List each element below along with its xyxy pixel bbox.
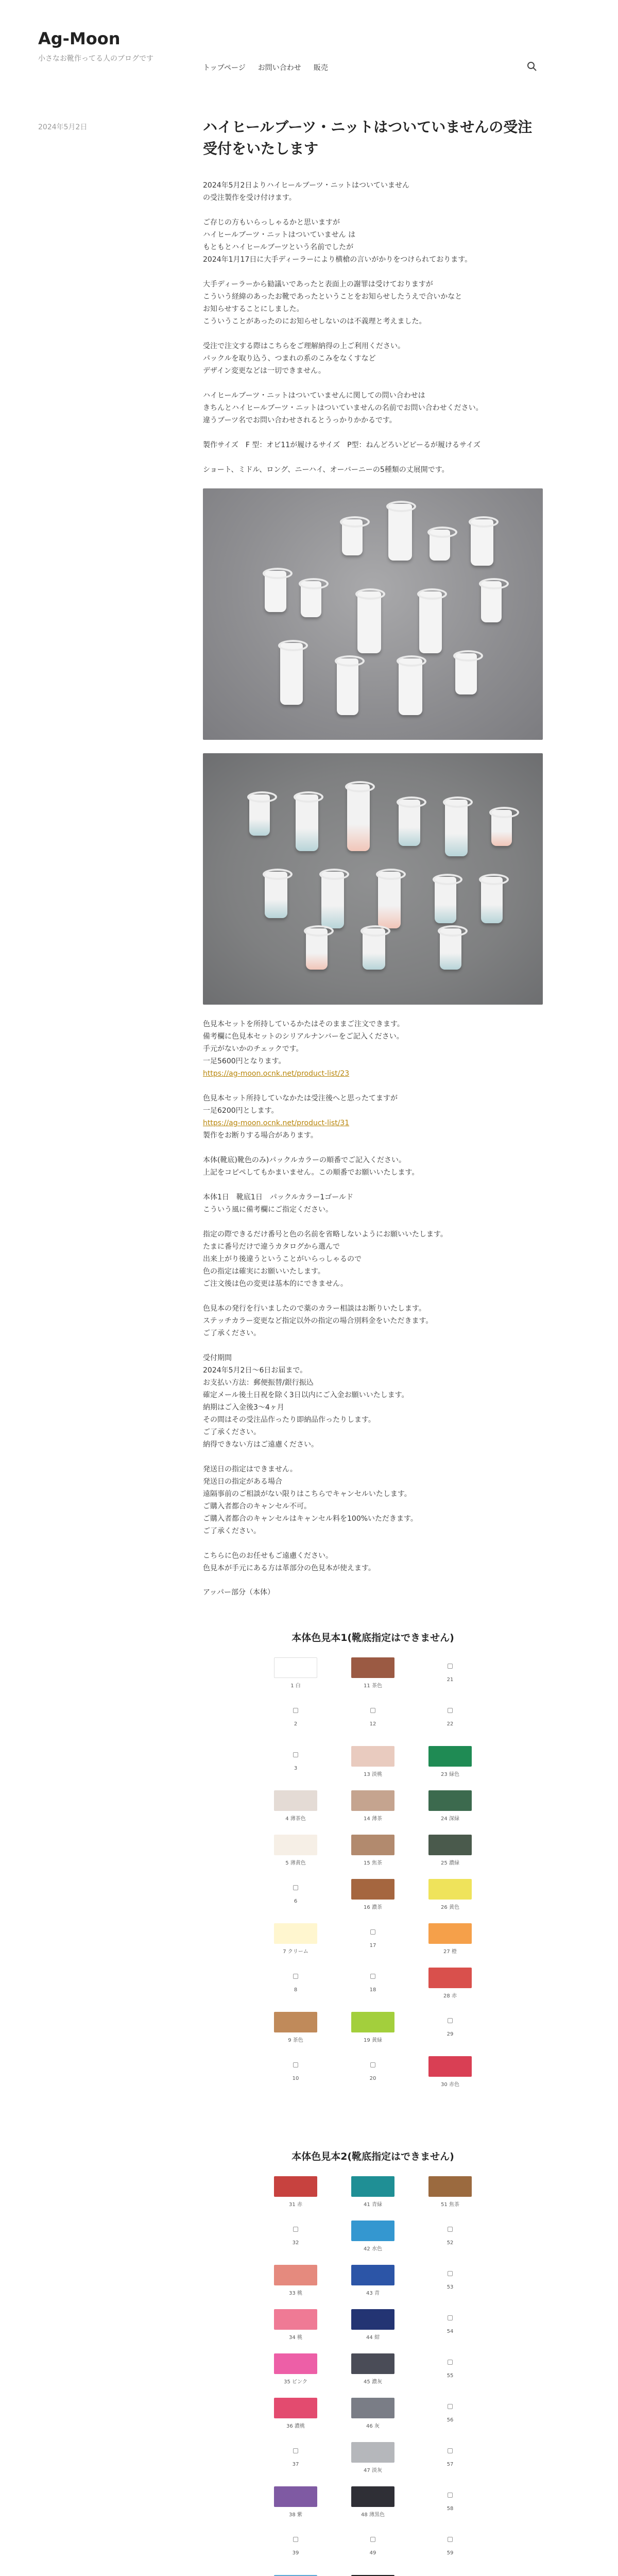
swatch-label: 31 赤: [289, 2202, 302, 2208]
swatch-item: [345, 1879, 401, 1918]
swatch-label: 51 焦茶: [441, 2202, 459, 2208]
boot-figure: [435, 877, 456, 923]
post-paragraph: 2024年5月2日よりハイヒールブーツ・ニットはついていません の受注製作を受け付けます。: [203, 181, 410, 202]
swatch-label: 10: [292, 2076, 299, 2081]
boot-figure: [363, 928, 385, 970]
boot-figure: [337, 658, 358, 715]
boot-figure: [265, 872, 287, 918]
color-swatch: [293, 2537, 298, 2542]
swatch-item: [267, 2531, 324, 2570]
swatch-label: 52: [447, 2240, 454, 2246]
color-swatch: [274, 2398, 317, 2418]
boot-figure: [265, 571, 286, 612]
boot-figure: [481, 877, 503, 923]
swatch-label: 14 薄茶: [364, 1816, 382, 1822]
color-swatch: [351, 2442, 394, 2463]
swatch-item: [422, 2486, 478, 2526]
swatch-label: 55: [447, 2373, 454, 2379]
swatch-item: [267, 2442, 324, 2481]
swatch-label: 49: [369, 2550, 376, 2556]
swatch-label: 34 桃: [289, 2335, 302, 2341]
swatch-item: [345, 2398, 401, 2437]
swatch-item: [267, 2012, 324, 2051]
boot-figure: [471, 519, 493, 566]
swatch-label: 13 淡桃: [364, 1772, 382, 1777]
color-swatch: [428, 1746, 472, 1767]
swatch-item: [422, 2176, 478, 2215]
color-swatch: [351, 2176, 394, 2197]
swatch-item: [345, 2221, 401, 2260]
swatch-label: 8: [294, 1987, 298, 1993]
swatch-item: [345, 1702, 401, 1741]
swatch-label: 56: [447, 2417, 454, 2423]
swatch-item: [345, 1746, 401, 1785]
color-swatch: [274, 2486, 317, 2507]
swatch-label: 47 淡灰: [364, 2468, 382, 2473]
post-paragraph: 色見本セットを所持しているかたはそのままご注文できます。 備考欄に色見本セットのシリアルナンバーをご記入ください。 手元がないかのチェックです。 一足5600円となります。: [203, 1020, 404, 1065]
swatch-label: 48 薄黒色: [361, 2512, 385, 2518]
search-icon: [527, 61, 537, 72]
swatch-item: [422, 1968, 478, 2007]
swatch-item: [267, 2265, 324, 2304]
post: [203, 116, 543, 2576]
swatch-label: 37: [292, 2462, 299, 2467]
swatch-item: [345, 2486, 401, 2526]
color-swatch: [293, 2227, 298, 2232]
swatch-label: 17: [369, 1943, 376, 1948]
swatch-label: 32: [292, 2240, 299, 2246]
swatch-item: [267, 1879, 324, 1918]
post-title: ハイヒールブーツ・ニットはついていませんの受注受付をいたします: [203, 118, 533, 157]
swatch-item: [345, 2012, 401, 2051]
color-swatch: [274, 2265, 317, 2285]
swatch-item: [267, 2309, 324, 2348]
swatch-label: 44 紺: [366, 2335, 380, 2341]
nav-item-top[interactable]: トップページ: [203, 64, 246, 72]
color-swatch: [448, 2448, 453, 2453]
color-swatch: [274, 2012, 317, 2032]
swatch-label: 28 赤: [443, 1993, 457, 1999]
swatch-item: [267, 1657, 324, 1697]
color-chart-1-grid: [203, 1657, 543, 2116]
color-swatch: [428, 2176, 472, 2197]
color-swatch: [274, 2309, 317, 2330]
swatch-item: [422, 2012, 478, 2051]
swatch-item: [422, 2221, 478, 2260]
boots-photo-colored: [203, 753, 543, 1005]
boot-figure: [378, 872, 401, 928]
color-swatch: [351, 2486, 394, 2507]
site-description: 小さなお靴作ってる人のブログです: [38, 55, 153, 63]
post-paragraph: こちらに色のお任せもご遠慮ください。 色見本が手元にある方は革部分の色見本が使えます。: [203, 1552, 375, 1572]
boot-figure: [347, 784, 370, 851]
swatch-item: [345, 2442, 401, 2481]
color-chart-2: [203, 2129, 543, 2576]
color-swatch: [428, 1790, 472, 1811]
color-swatch: [448, 2018, 453, 2023]
nav-item-contact[interactable]: お問い合わせ: [258, 64, 301, 72]
post-paragraph: ショート、ミドル、ロング、ニーハイ、オーバーニーの5種類の丈展開です。: [203, 466, 449, 474]
swatch-item: [267, 1746, 324, 1785]
color-swatch: [351, 2398, 394, 2418]
post-paragraph: 製作サイズ F 型：オビ11が履けるサイズ P型：ねんどろいどピーるが履けるサイズ: [203, 441, 480, 449]
boots-photo-white: [203, 488, 543, 740]
color-swatch: [351, 1835, 394, 1855]
swatch-item: [422, 2309, 478, 2348]
swatch-item: [345, 1657, 401, 1697]
swatch-label: 27 橙: [443, 1949, 457, 1955]
post-date: 2024年5月2日: [38, 123, 88, 131]
swatch-item: [345, 2309, 401, 2348]
swatch-item: [422, 2265, 478, 2304]
boot-figure: [296, 794, 318, 851]
color-swatch: [448, 1664, 453, 1669]
boot-figure: [342, 519, 363, 555]
swatch-label: 30 赤色: [441, 2082, 459, 2088]
swatch-item: [345, 1923, 401, 1962]
color-swatch: [274, 2353, 317, 2374]
swatch-item: [422, 2398, 478, 2437]
swatch-item: [422, 2353, 478, 2393]
color-swatch: [351, 2309, 394, 2330]
swatch-label: 59: [447, 2550, 454, 2556]
color-swatch: [293, 1708, 298, 1713]
boot-figure: [399, 658, 422, 715]
color-chart-1-title: 本体色見本1(靴底指定はできません): [291, 1632, 454, 1643]
product-link-2[interactable]: https://ag-moon.ocnk.net/product-list/31: [203, 1119, 350, 1127]
color-swatch: [293, 1974, 298, 1979]
color-swatch: [274, 1790, 317, 1811]
color-swatch: [351, 2265, 394, 2285]
post-paragraph: 色見本セット所持していなかたは受注後へと思ったてますが 一足6200円とします。: [203, 1094, 398, 1115]
color-swatch: [428, 1835, 472, 1855]
color-swatch: [293, 1885, 298, 1890]
swatch-item: [422, 1657, 478, 1697]
swatch-item: [345, 2265, 401, 2304]
swatch-label: 25 濃緑: [441, 1860, 459, 1866]
nav-item-shop[interactable]: 販売: [313, 64, 328, 72]
swatch-label: 3: [294, 1766, 298, 1771]
color-swatch: [428, 1879, 472, 1900]
swatch-label: 7 クリーム: [283, 1949, 308, 1955]
color-swatch: [448, 1708, 453, 1713]
boot-figure: [301, 581, 321, 617]
color-swatch: [448, 2404, 453, 2409]
post-paragraph: 色見本の発行を行いましたので薬のカラー相談はお断りいたします。 ステッチカラー変更など指定以外の指定の場合別料金をいただきます。 ご了承ください。: [203, 1304, 433, 1337]
boot-figure: [280, 643, 303, 705]
boot-figure: [321, 872, 344, 928]
color-swatch: [351, 1657, 394, 1678]
post-paragraph: ご存じの方もいらっしゃるかと思いますが ハイヒールブーツ・ニットはついていません は もともとハイヒールブーツという名前でしたが 2024年1月17日に大手ディーラーにより横槍の言いがかりをつけられております。: [203, 218, 472, 264]
color-swatch: [428, 1968, 472, 1988]
swatch-item: [345, 1790, 401, 1829]
color-swatch: [448, 2271, 453, 2276]
search-button[interactable]: [524, 59, 540, 74]
site-title[interactable]: Ag-Moon: [38, 29, 121, 48]
swatch-item: [422, 2442, 478, 2481]
swatch-label: 24 深緑: [441, 1816, 459, 1822]
swatch-label: 20: [369, 2076, 376, 2081]
swatch-item: [345, 2353, 401, 2393]
main-nav: [203, 62, 328, 73]
boot-figure: [455, 653, 477, 694]
swatch-label: 54: [447, 2329, 454, 2334]
swatch-label: 12: [369, 1721, 376, 1727]
post-body-intro: [203, 179, 543, 476]
swatch-item: [345, 1968, 401, 2007]
swatch-label: 6: [294, 1899, 298, 1904]
color-swatch: [428, 1923, 472, 1944]
swatch-item: [345, 2176, 401, 2215]
swatch-item: [267, 2176, 324, 2215]
post-paragraph: ハイヒールブーツ・ニットはついていませんに関しての問い合わせは きちんとハイヒールブーツ・ニットはついていませんの名前でお問い合わせください。 違うブーツ名でお問い合わせされるとうっかりかかるです。: [203, 392, 483, 425]
swatch-item: [267, 2353, 324, 2393]
swatch-label: 53: [447, 2284, 454, 2290]
swatch-label: 33 桃: [289, 2291, 302, 2296]
color-swatch: [370, 2537, 375, 2542]
color-swatch: [351, 2353, 394, 2374]
swatch-label: 23 緑色: [441, 1772, 459, 1777]
swatch-label: 57: [447, 2462, 454, 2467]
color-swatch: [448, 2227, 453, 2232]
swatch-item: [267, 1790, 324, 1829]
post-paragraph: 本体1日 靴底1日 パックルカラー1ゴールド こういう風に備考欄にご指定ください。: [203, 1193, 354, 1214]
color-chart-2-grid: [203, 2176, 543, 2576]
color-swatch: [293, 2448, 298, 2453]
swatch-item: [422, 1879, 478, 1918]
color-swatch: [370, 1974, 375, 1979]
post-paragraph: 受注で注文する際はこちらをご理解納得の上ご利用ください。 パックルを取り込う、つまれの系のこみをなくすなど デザイン変更などは一切できません。: [203, 342, 405, 375]
boot-figure: [430, 530, 450, 561]
boot-figure: [388, 504, 412, 561]
swatch-label: 4 薄茶色: [285, 1816, 306, 1822]
swatch-item: [267, 1702, 324, 1741]
boot-figure: [491, 810, 512, 846]
color-swatch: [448, 2493, 453, 2498]
color-chart-1: [203, 1611, 543, 2116]
swatch-item: [267, 2398, 324, 2437]
color-swatch: [351, 2221, 394, 2241]
swatch-label: 35 ピンク: [284, 2379, 307, 2385]
swatch-item: [422, 1790, 478, 1829]
color-swatch: [448, 2360, 453, 2365]
color-swatch: [351, 2012, 394, 2032]
swatch-label: 38 紫: [289, 2512, 302, 2518]
post-paragraph: 受付期間 2024年5月2日〜6日お届まで。 お支払い方法：郵便振替/銀行振込 確定メール後土日祝を除く3日以内にご入金お願いいたします。 納期はご入金後3〜4ヶ月 その間はその受注品作ったり即納品作ったりします。 ご了承ください。 納得できない方はご遠慮ください。: [203, 1354, 409, 1449]
color-swatch: [293, 1752, 298, 1757]
color-swatch: [274, 2176, 317, 2197]
swatch-item: [267, 2056, 324, 2095]
swatch-label: 42 水色: [364, 2246, 382, 2252]
boot-figure: [249, 794, 270, 836]
swatch-label: 26 黄色: [441, 1905, 459, 1910]
color-chart-2-title: 本体色見本2(靴底指定はできません): [291, 2151, 454, 2162]
post-paragraph: 指定の際できるだけ番号と色の名前を省略しないようにお願いいたします。 たまに番号だけで違うカタログから選んで 出来上がり後違うということがいらっしゃるので 色の指定は確実にお願いいたします。 ご注文後は色の変更は基本的にできません。: [203, 1230, 448, 1288]
swatch-label: 19 黄緑: [364, 2038, 382, 2043]
swatch-item: [345, 1835, 401, 1874]
swatch-label: 36 濃桃: [286, 2424, 305, 2429]
color-swatch: [448, 2315, 453, 2320]
swatch-label: 2: [294, 1721, 298, 1727]
color-swatch: [370, 2062, 375, 2067]
upper-section-label: アッパー部分（本体）: [203, 1588, 275, 1597]
color-swatch: [293, 2062, 298, 2067]
swatch-item: [267, 1968, 324, 2007]
boot-figure: [419, 591, 442, 653]
color-swatch: [351, 1879, 394, 1900]
swatch-item: [345, 2056, 401, 2095]
color-swatch: [370, 1708, 375, 1713]
swatch-label: 18: [369, 1987, 376, 1993]
boot-figure: [399, 800, 420, 846]
site-header: [0, 0, 618, 93]
swatch-label: 45 濃灰: [364, 2379, 382, 2385]
swatch-label: 58: [447, 2506, 454, 2512]
swatch-item: [422, 1702, 478, 1741]
swatch-item: [422, 1746, 478, 1785]
color-swatch: [428, 2056, 472, 2077]
swatch-label: 43 青: [366, 2291, 380, 2296]
boot-figure: [440, 928, 461, 970]
post-paragraph: 製作をお断りする場合があります。: [203, 1131, 318, 1140]
swatch-label: 22: [447, 1721, 454, 1727]
swatch-label: 39: [292, 2550, 299, 2556]
color-swatch: [370, 1929, 375, 1935]
product-link-1[interactable]: https://ag-moon.ocnk.net/product-list/23: [203, 1070, 350, 1078]
boot-figure: [445, 800, 468, 856]
swatch-item: [267, 2221, 324, 2260]
swatch-label: 16 濃茶: [364, 1905, 382, 1910]
color-swatch: [274, 1657, 317, 1678]
swatch-item: [422, 1923, 478, 1962]
swatch-item: [267, 2486, 324, 2526]
swatch-label: 11 茶色: [364, 1683, 382, 1689]
post-paragraph: 発送日の指定はできません。 発送日の指定がある場合 遠隔事前のご相談がない限りはこちらでキャンセルいたします。 ご購入者都合のキャンセル不可。 ご購入者都合のキャンセルはキャンセル料を100%いただきます。 ご了承ください。: [203, 1465, 418, 1535]
swatch-label: 41 青緑: [364, 2202, 382, 2208]
boot-figure: [481, 581, 502, 622]
swatch-label: 5 薄黄色: [285, 1860, 306, 1866]
color-swatch: [448, 2537, 453, 2542]
color-swatch: [274, 1923, 317, 1944]
color-swatch: [351, 1790, 394, 1811]
boot-figure: [357, 591, 381, 653]
swatch-label: 1 白: [290, 1683, 301, 1689]
swatch-label: 21: [447, 1677, 454, 1683]
swatch-item: [345, 2531, 401, 2570]
color-swatch: [351, 1746, 394, 1767]
swatch-label: 15 焦茶: [364, 1860, 382, 1866]
swatch-item: [422, 2531, 478, 2570]
swatch-item: [422, 1835, 478, 1874]
boot-figure: [306, 928, 328, 970]
swatch-item: [267, 1835, 324, 1874]
swatch-label: 29: [447, 2031, 454, 2037]
post-paragraph: 本体(靴底)靴色のみ)パックルカラーの順番でご記入ください。 上記をコピペしてもかまいません。この順番でお願いいたします。: [203, 1156, 419, 1177]
post-paragraph: 大手ディーラーから勧議いであったと表面上の謝罪は受けておりますが こういう経緯のあったお靴であったということをお知らせしたうえで合いかなと お知らせすることにしました。 こういうことがあったのにお知らせしないのは不義理と考えました。: [203, 280, 462, 326]
color-swatch: [274, 1835, 317, 1855]
swatch-item: [422, 2056, 478, 2095]
swatch-label: 46 灰: [366, 2424, 380, 2429]
swatch-item: [267, 1923, 324, 1962]
swatch-label: 9 茶色: [288, 2038, 303, 2043]
